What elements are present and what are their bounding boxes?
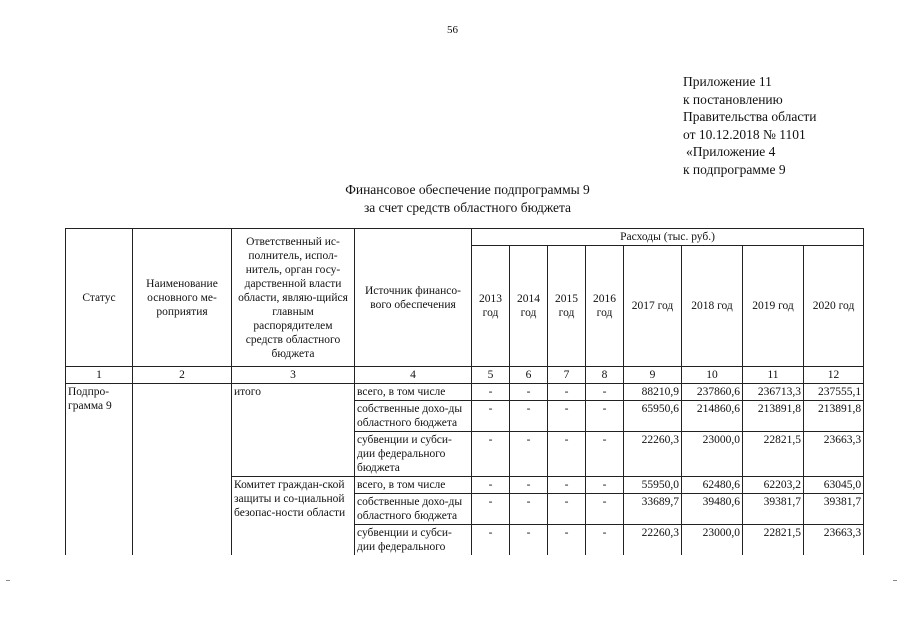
header-expenses: Расходы (тыс. руб.) <box>472 229 864 246</box>
finance-table <box>65 228 864 555</box>
title-line: за счет средств областного бюджета <box>363 200 572 215</box>
value-cell: 237860,6 <box>682 384 743 401</box>
value-cell: 213891,8 <box>804 401 864 432</box>
header-row <box>66 229 864 246</box>
appendix-line: «Приложение 4 <box>686 144 776 159</box>
value-cell: - <box>472 432 510 477</box>
value-cell: - <box>510 432 548 477</box>
value-cell: - <box>510 494 548 525</box>
appendix-line: к постановлению <box>683 91 783 107</box>
header-year: 2020 год <box>804 246 864 367</box>
value-cell: 65950,6 <box>624 401 682 432</box>
page-number: 56 <box>447 24 458 36</box>
header-source: Источник финансо-вого обеспечения <box>355 229 472 367</box>
value-cell: 39381,7 <box>743 494 804 525</box>
value-cell: 236713,3 <box>743 384 804 401</box>
value-cell: 22821,5 <box>743 432 804 477</box>
status-cell: Подпро-грамма 9 <box>66 384 133 556</box>
value-cell: - <box>586 525 624 556</box>
source-cell: субвенции и субси-дии федерального <box>355 525 472 556</box>
value-cell: - <box>548 477 586 494</box>
measure-cell <box>133 384 232 556</box>
value-cell: - <box>510 401 548 432</box>
column-number: 6 <box>510 367 548 384</box>
value-cell: 33689,7 <box>624 494 682 525</box>
value-cell: 62480,6 <box>682 477 743 494</box>
value-cell: - <box>586 384 624 401</box>
column-number: 5 <box>472 367 510 384</box>
table-row <box>66 384 864 401</box>
value-cell: 23000,0 <box>682 432 743 477</box>
value-cell: 62203,2 <box>743 477 804 494</box>
source-cell: субвенции и субси-дии федерального бюджета <box>355 432 472 477</box>
value-cell: - <box>510 525 548 556</box>
value-cell: - <box>472 477 510 494</box>
value-cell: - <box>586 494 624 525</box>
value-cell: - <box>472 525 510 556</box>
value-cell: - <box>548 401 586 432</box>
column-number: 12 <box>804 367 864 384</box>
header-year: 2017 год <box>624 246 682 367</box>
appendix-line: Приложение 11 <box>683 74 772 89</box>
value-cell: 237555,1 <box>804 384 864 401</box>
executor-cell: Комитет граждан-ской защиты и со-циальной безопас-ности области <box>232 477 355 556</box>
header-year: 2019 год <box>743 246 804 367</box>
header-year: 2018 год <box>682 246 743 367</box>
value-cell: - <box>548 494 586 525</box>
value-cell: - <box>472 384 510 401</box>
header-year: 2014 год <box>510 246 548 367</box>
value-cell: 39480,6 <box>682 494 743 525</box>
value-cell: 55950,0 <box>624 477 682 494</box>
column-numbers-row <box>66 367 864 384</box>
column-number: 7 <box>548 367 586 384</box>
header-year: 2015 год <box>548 246 586 367</box>
column-number: 11 <box>743 367 804 384</box>
value-cell: - <box>586 477 624 494</box>
value-cell: - <box>586 401 624 432</box>
value-cell: - <box>548 525 586 556</box>
column-number: 9 <box>624 367 682 384</box>
value-cell: 39381,7 <box>804 494 864 525</box>
value-cell: - <box>472 494 510 525</box>
value-cell: - <box>548 384 586 401</box>
appendix-block <box>683 73 816 178</box>
scan-artifact <box>893 580 897 581</box>
value-cell: 22260,3 <box>624 432 682 477</box>
value-cell: 23663,3 <box>804 432 864 477</box>
value-cell: - <box>548 432 586 477</box>
value-cell: 23000,0 <box>682 525 743 556</box>
source-cell: собственные дохо-ды областного бюджета <box>355 401 472 432</box>
column-number: 3 <box>232 367 355 384</box>
value-cell: - <box>510 477 548 494</box>
column-number: 4 <box>355 367 472 384</box>
value-cell: - <box>510 384 548 401</box>
header-status: Статус <box>66 229 133 367</box>
value-cell: 214860,6 <box>682 401 743 432</box>
value-cell: 22260,3 <box>624 525 682 556</box>
appendix-line: от 10.12.2018 № 1101 <box>683 126 806 142</box>
value-cell: 22821,5 <box>743 525 804 556</box>
scan-artifact <box>6 580 10 581</box>
header-year: 2013 год <box>472 246 510 367</box>
value-cell: 88210,9 <box>624 384 682 401</box>
header-measure: Наименование основного ме-роприятия <box>133 229 232 367</box>
appendix-line: к подпрограмме 9 <box>683 161 786 177</box>
column-number: 2 <box>133 367 232 384</box>
value-cell: 213891,8 <box>743 401 804 432</box>
column-number: 1 <box>66 367 133 384</box>
source-cell: всего, в том числе <box>355 384 472 401</box>
title-line: Финансовое обеспечение подпрограммы 9 <box>345 182 590 197</box>
value-cell: 63045,0 <box>804 477 864 494</box>
value-cell: - <box>472 401 510 432</box>
value-cell: - <box>586 432 624 477</box>
column-number: 10 <box>682 367 743 384</box>
executor-cell: итого <box>232 384 355 477</box>
header-executor: Ответственный ис-полнитель, испол-нитель, орган госу-дарственной власти области, являю-щийся главным распорядителем средств областного бюджета <box>232 229 355 367</box>
column-number: 8 <box>586 367 624 384</box>
appendix-line: Правительства области <box>683 109 817 124</box>
source-cell: всего, в том числе <box>355 477 472 494</box>
value-cell: 23663,3 <box>804 525 864 556</box>
header-year: 2016 год <box>586 246 624 367</box>
source-cell: собственные дохо-ды областного бюджета <box>355 494 472 525</box>
document-title <box>0 181 905 217</box>
